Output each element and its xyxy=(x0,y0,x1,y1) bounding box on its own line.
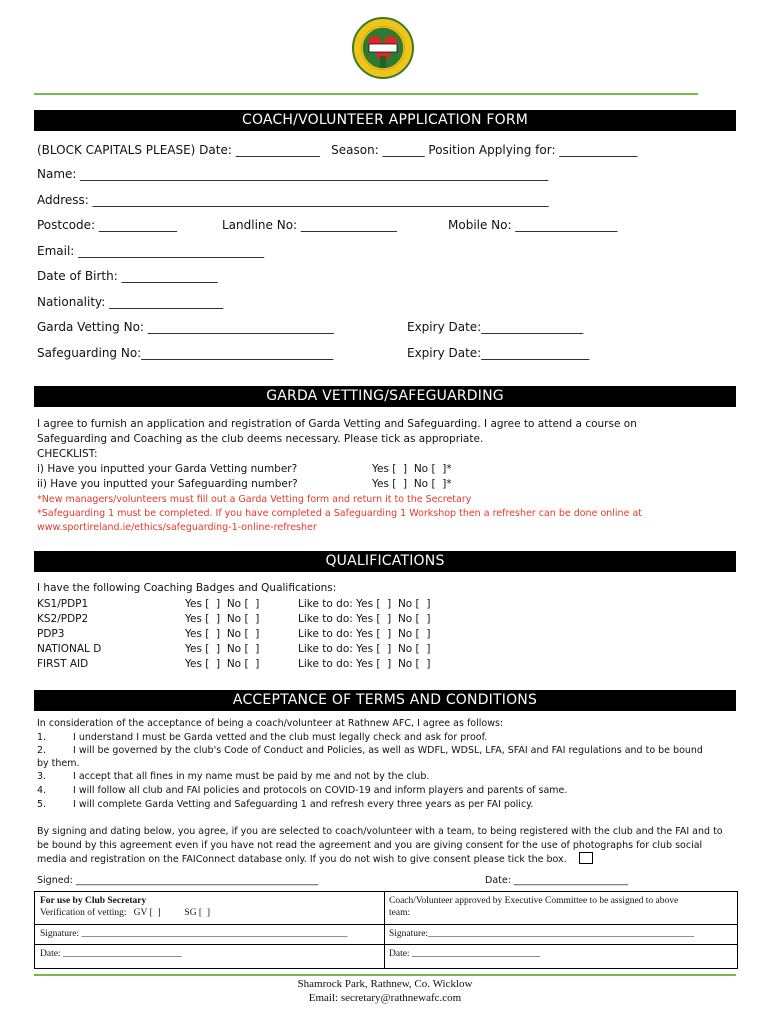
safeguarding-link[interactable]: www.sportireland.ie/ethics/safeguarding-1-online-refresher xyxy=(37,522,317,533)
qualification-yes-no[interactable]: Yes [ ] No [ ] xyxy=(185,628,260,640)
address-field[interactable]: Address: ____________________________________________________________________________ xyxy=(37,193,549,207)
terms-item-text: I will follow all club and FAI policies and protocols on COVID-19 and inform players and parents of same. xyxy=(73,785,568,796)
landline-field[interactable]: Landline No: ________________ xyxy=(222,218,397,232)
date-season-position-field[interactable]: (BLOCK CAPITALS PLEASE) Date: ______________ Season: _______ Position Applying for: _____________ xyxy=(37,143,638,157)
qualification-name: PDP3 xyxy=(37,628,65,640)
qualifications-title: QUALIFICATIONS xyxy=(34,551,736,572)
dob-field[interactable]: Date of Birth: ________________ xyxy=(37,269,218,283)
nationality-field[interactable]: Nationality: ___________________ xyxy=(37,295,224,309)
terms-item-text: I understand I must be Garda vetted and the club must legally check and ask for proof. xyxy=(73,732,488,743)
qualification-yes-no[interactable]: Yes [ ] No [ ] xyxy=(185,658,260,670)
office-row-divider xyxy=(34,944,737,945)
office-left-title: For use by Club Secretary xyxy=(40,896,147,906)
qualification-name: NATIONAL D xyxy=(37,643,102,655)
consent-opt-out-checkbox[interactable] xyxy=(579,852,593,864)
checklist-q1-answer[interactable]: Yes [ ] No [ ]* xyxy=(372,463,452,475)
qualifications-intro: I have the following Coaching Badges and Qualifications: xyxy=(37,582,337,594)
form-title: COACH/VOLUNTEER APPLICATION FORM xyxy=(34,110,736,131)
footer-email[interactable]: Email: secretary@rathnewafc.com xyxy=(308,992,462,1004)
date-field[interactable]: Date: ________________________ xyxy=(485,875,628,886)
qualification-name: KS2/PDP2 xyxy=(37,613,89,625)
terms-item-text: I accept that all fines in my name must be paid by me and not by the club. xyxy=(73,771,430,782)
office-row-divider xyxy=(34,924,737,925)
office-left-date[interactable]: Date: _________________________ xyxy=(40,949,182,959)
club-crest-icon xyxy=(351,16,415,80)
safeguarding-expiry-field[interactable]: Expiry Date:__________________ xyxy=(407,346,590,360)
qualification-yes-no[interactable]: Yes [ ] No [ ] xyxy=(185,643,260,655)
terms-item-number: 2. xyxy=(37,745,47,756)
garda-section-title: GARDA VETTING/SAFEGUARDING xyxy=(34,386,736,407)
footer-address: Shamrock Park, Rathnew, Co. Wicklow xyxy=(297,978,473,990)
office-right-signature[interactable]: Signature:________________________________________________________ xyxy=(389,929,695,939)
terms-title: ACCEPTANCE OF TERMS AND CONDITIONS xyxy=(34,690,736,711)
terms-intro: In consideration of the acceptance of being a coach/volunteer at Rathnew AFC, I agree as follows: xyxy=(37,718,504,729)
qualification-yes-no[interactable]: Yes [ ] No [ ] xyxy=(185,613,260,625)
consent-line2: be bound by this agreement even if you have not read the agreement and you are giving consent for the use of photographs for club social xyxy=(37,840,703,851)
vetting-verification[interactable]: Verification of vetting: GV [ ] SG [ ] xyxy=(40,908,211,918)
garda-intro-line2: Safeguarding and Coaching as the club deems necessary. Please tick as appropriate. xyxy=(37,433,484,445)
name-field[interactable]: Name: ______________________________________________________________________________ xyxy=(37,167,549,181)
qualification-like[interactable]: Like to do: Yes [ ] No [ ] xyxy=(298,643,431,655)
safeguarding-note: *Safeguarding 1 must be completed. If you have completed a Safeguarding 1 Workshop then a refresher can be done online at xyxy=(37,508,642,519)
postcode-field[interactable]: Postcode: _____________ xyxy=(37,218,177,232)
mobile-field[interactable]: Mobile No: _________________ xyxy=(448,218,618,232)
qualification-like[interactable]: Like to do: Yes [ ] No [ ] xyxy=(298,613,431,625)
office-left-signature[interactable]: Signature: ________________________________________________________ xyxy=(40,929,348,939)
office-right-date[interactable]: Date: ___________________________ xyxy=(389,949,541,959)
consent-line1: By signing and dating below, you agree, if you are selected to coach/volunteer with a team, to being registered with the club and the FAI and to xyxy=(37,826,723,837)
garda-intro-line1: I agree to furnish an application and registration of Garda Vetting and Safeguarding. I agree to attend a course on xyxy=(37,418,637,430)
terms-item-number: 3. xyxy=(37,771,47,782)
checklist-q1: i) Have you inputted your Garda Vetting number? xyxy=(37,463,298,475)
qualification-like[interactable]: Like to do: Yes [ ] No [ ] xyxy=(298,598,431,610)
qualification-name: KS1/PDP1 xyxy=(37,598,89,610)
garda-note: *New managers/volunteers must fill out a Garda Vetting form and return it to the Secretary xyxy=(37,494,472,505)
terms-item-number: 5. xyxy=(37,799,47,810)
signed-field[interactable]: Signed: ___________________________________________________ xyxy=(37,875,319,886)
committee-approval-line1: Coach/Volunteer approved by Executive Committee to be assigned to above xyxy=(389,896,679,906)
consent-line3: media and registration on the FAIConnect database only. If you do not wish to give consent please tick the box. xyxy=(37,854,567,865)
terms-item-text: I will complete Garda Vetting and Safeguarding 1 and refresh every three years as per FAI policy. xyxy=(73,799,534,810)
terms-item-number: 4. xyxy=(37,785,47,796)
qualification-like[interactable]: Like to do: Yes [ ] No [ ] xyxy=(298,658,431,670)
top-divider xyxy=(34,93,698,95)
checklist-q2: ii) Have you inputted your Safeguarding number? xyxy=(37,478,298,490)
qualification-name: FIRST AID xyxy=(37,658,89,670)
office-vertical-divider xyxy=(384,891,385,968)
qualification-yes-no[interactable]: Yes [ ] No [ ] xyxy=(185,598,260,610)
garda-vetting-field[interactable]: Garda Vetting No: _______________________________ xyxy=(37,320,334,334)
terms-item-text: by them. xyxy=(37,758,80,769)
email-field[interactable]: Email: _______________________________ xyxy=(37,244,265,258)
checklist-q2-answer[interactable]: Yes [ ] No [ ]* xyxy=(372,478,452,490)
committee-approval-line2: team: xyxy=(389,908,411,918)
garda-expiry-field[interactable]: Expiry Date:_________________ xyxy=(407,320,584,334)
qualification-like[interactable]: Like to do: Yes [ ] No [ ] xyxy=(298,628,431,640)
safeguarding-field[interactable]: Safeguarding No:________________________________ xyxy=(37,346,334,360)
footer-divider xyxy=(34,974,736,976)
terms-item-number: 1. xyxy=(37,732,47,743)
terms-item-text: I will be governed by the club's Code of Conduct and Policies, as well as WDFL, WDSL, LFA, SFAI and FAI regulations and to be bound xyxy=(73,745,703,756)
checklist-label: CHECKLIST: xyxy=(37,448,98,460)
